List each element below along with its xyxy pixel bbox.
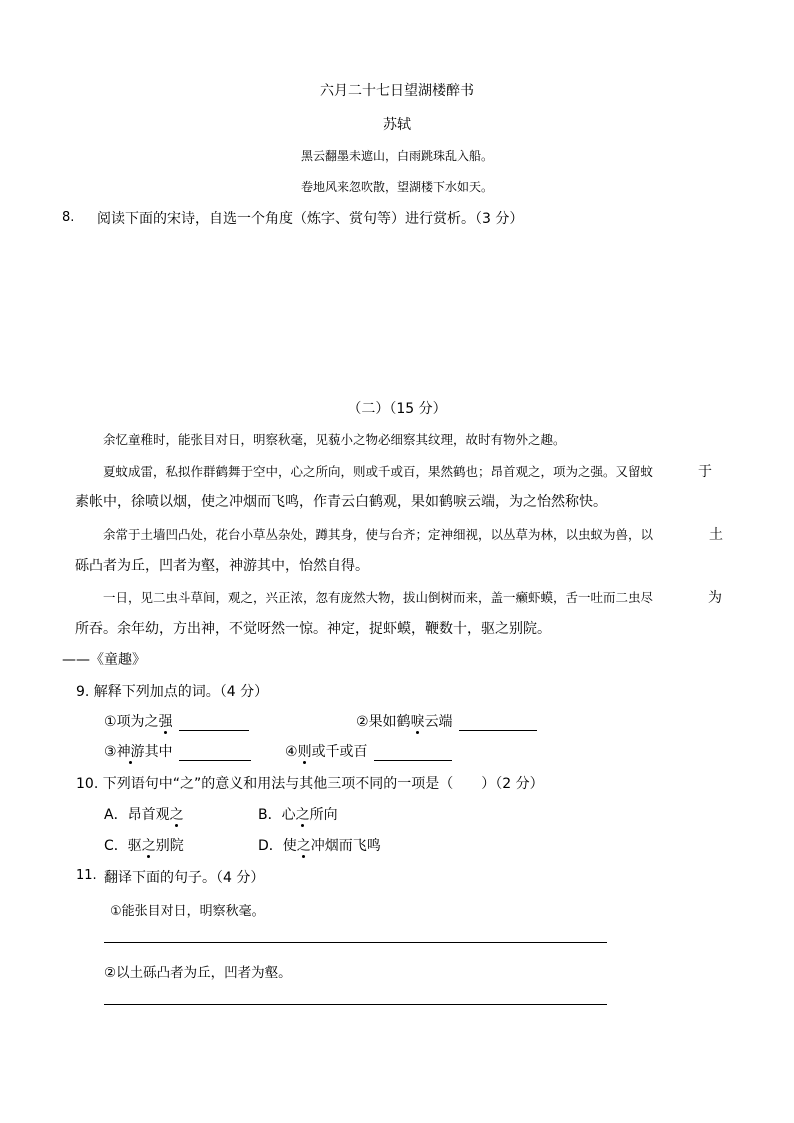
q10-option-d-before: 使 xyxy=(282,838,297,854)
q10-option-a-dotted-word: 之 xyxy=(169,807,184,823)
passage-paragraph-4-line-1: 一日，见二虫斗草间，观之，兴正浓，忽有庞然大物，拔山倒树而来，盖一癞虾蟆，舌一吐而二虫尽 xyxy=(103,590,654,605)
passage-paragraph-2-line-1: 夏蚊成雷，私拟作群鹤舞于空中，心之所向，则或千或百，果然鹤也；昂首观之，项为之强。又留蚊 xyxy=(103,464,654,479)
q9-item-1-blank[interactable] xyxy=(179,716,249,731)
q9-item-2-after: 云端 xyxy=(424,714,453,730)
question-9-text: 9. 解释下列加点的词。（4 分） xyxy=(76,684,269,700)
passage-paragraph-3-line-2: 砾凸者为丘，凹者为壑，神游其中，怡然自得。 xyxy=(75,558,369,574)
q10-option-b-before: 心 xyxy=(281,807,296,823)
q11-answer-line-1[interactable] xyxy=(104,942,607,943)
question-8-number: 8. xyxy=(62,210,75,225)
q9-item-3-num: ③ xyxy=(104,744,117,760)
passage-paragraph-1: 余忆童稚时，能张目对日，明察秋毫，见藐小之物必细察其纹理，故时有物外之趣。 xyxy=(103,432,566,447)
question-8-text: 阅读下面的宋诗，自选一个角度（炼字、赏句等）进行赏析。（3 分） xyxy=(97,211,524,227)
question-10-text: 10. 下列语句中“之”的意义和用法与其他三项不同的一项是（ ）（2 分） xyxy=(76,776,544,792)
passage-paragraph-2-line-1-tail: 于 xyxy=(698,464,712,480)
q9-item-3-after: 其中 xyxy=(144,744,173,760)
q10-option-b-after: 所向 xyxy=(309,807,338,823)
passage-paragraph-4-line-1-tail: 为 xyxy=(708,590,722,606)
passage-paragraph-3-line-1: 余常于土墙凹凸处，花台小草丛杂处，蹲其身，使与台齐；定神细视，以丛草为林，以虫蚁为兽，以 xyxy=(103,527,654,542)
q9-item-1-num: ① xyxy=(104,714,117,730)
poem-title: 六月二十七日望湖楼醉书 xyxy=(320,83,474,99)
q9-item-1-dotted-word: 强 xyxy=(158,714,173,730)
q9-item-1-before: 项为之 xyxy=(116,714,159,730)
q10-option-c-before: 驱 xyxy=(127,838,142,854)
q9-item-2-num: ② xyxy=(356,714,369,730)
q10-option-c-dotted-word: 之 xyxy=(141,838,156,854)
q9-item-4-dotted-word: 则 xyxy=(297,744,312,760)
question-11-number: 11. xyxy=(76,868,97,883)
q10-option-a-before: 昂首观 xyxy=(127,807,170,823)
q10-option-b[interactable] xyxy=(258,804,338,824)
q9-item-3 xyxy=(104,741,251,761)
q10-option-c-after: 别院 xyxy=(155,838,184,854)
q9-item-3-blank[interactable] xyxy=(179,746,251,761)
section-2-heading: （二）（15 分） xyxy=(347,401,447,417)
q10-option-c-letter: C． xyxy=(104,838,128,854)
q10-option-b-dotted-word: 之 xyxy=(295,807,310,823)
q10-option-c[interactable] xyxy=(104,835,184,855)
poem-line-1: 黑云翻墨未遮山，白雨跳珠乱入船。 xyxy=(300,149,493,163)
q9-item-2-blank[interactable] xyxy=(459,716,537,731)
q9-item-4 xyxy=(285,741,452,761)
question-11-text: 翻译下面的句子。（4 分） xyxy=(104,870,265,886)
q9-item-2-before: 果如鹤 xyxy=(368,714,411,730)
q9-item-4-after: 或千或百 xyxy=(311,744,368,760)
q10-option-d-letter: D． xyxy=(258,838,283,854)
passage-source: ——《童趣》 xyxy=(62,652,146,668)
q10-option-d-dotted-word: 之 xyxy=(296,838,311,854)
q11-sentence-2: ②以土砾凸者为丘，凹者为壑。 xyxy=(104,965,292,981)
poem-author: 苏轼 xyxy=(383,117,411,133)
q10-option-a[interactable] xyxy=(104,804,184,824)
q11-answer-line-2[interactable] xyxy=(104,1004,607,1005)
q10-option-a-letter: A． xyxy=(104,807,128,823)
q10-option-d-after: 冲烟而飞鸣 xyxy=(310,838,381,854)
q9-item-4-num: ④ xyxy=(285,744,298,760)
q9-item-4-blank[interactable] xyxy=(374,746,452,761)
q11-sentence-1: ①能张目对日，明察秋毫。 xyxy=(110,904,265,919)
passage-paragraph-4-line-2: 所吞。余年幼，方出神，不觉呀然一惊。神定，捉虾蟆，鞭数十，驱之别院。 xyxy=(75,621,551,637)
q10-option-b-letter: B． xyxy=(258,807,282,823)
passage-paragraph-2-line-2: 素帐中，徐喷以烟，使之冲烟而飞鸣，作青云白鹤观，果如鹤唳云端，为之怡然称快。 xyxy=(75,494,607,510)
passage-paragraph-3-line-1-tail: 土 xyxy=(709,527,723,543)
q10-option-d[interactable] xyxy=(258,835,381,855)
q9-item-3-dotted-word: 神游 xyxy=(116,744,145,760)
q9-item-1 xyxy=(104,711,249,731)
poem-line-2: 卷地风来忽吹散，望湖楼下水如天。 xyxy=(300,180,493,194)
q9-item-2-dotted-word: 唳 xyxy=(410,714,425,730)
q9-item-2 xyxy=(356,711,537,731)
